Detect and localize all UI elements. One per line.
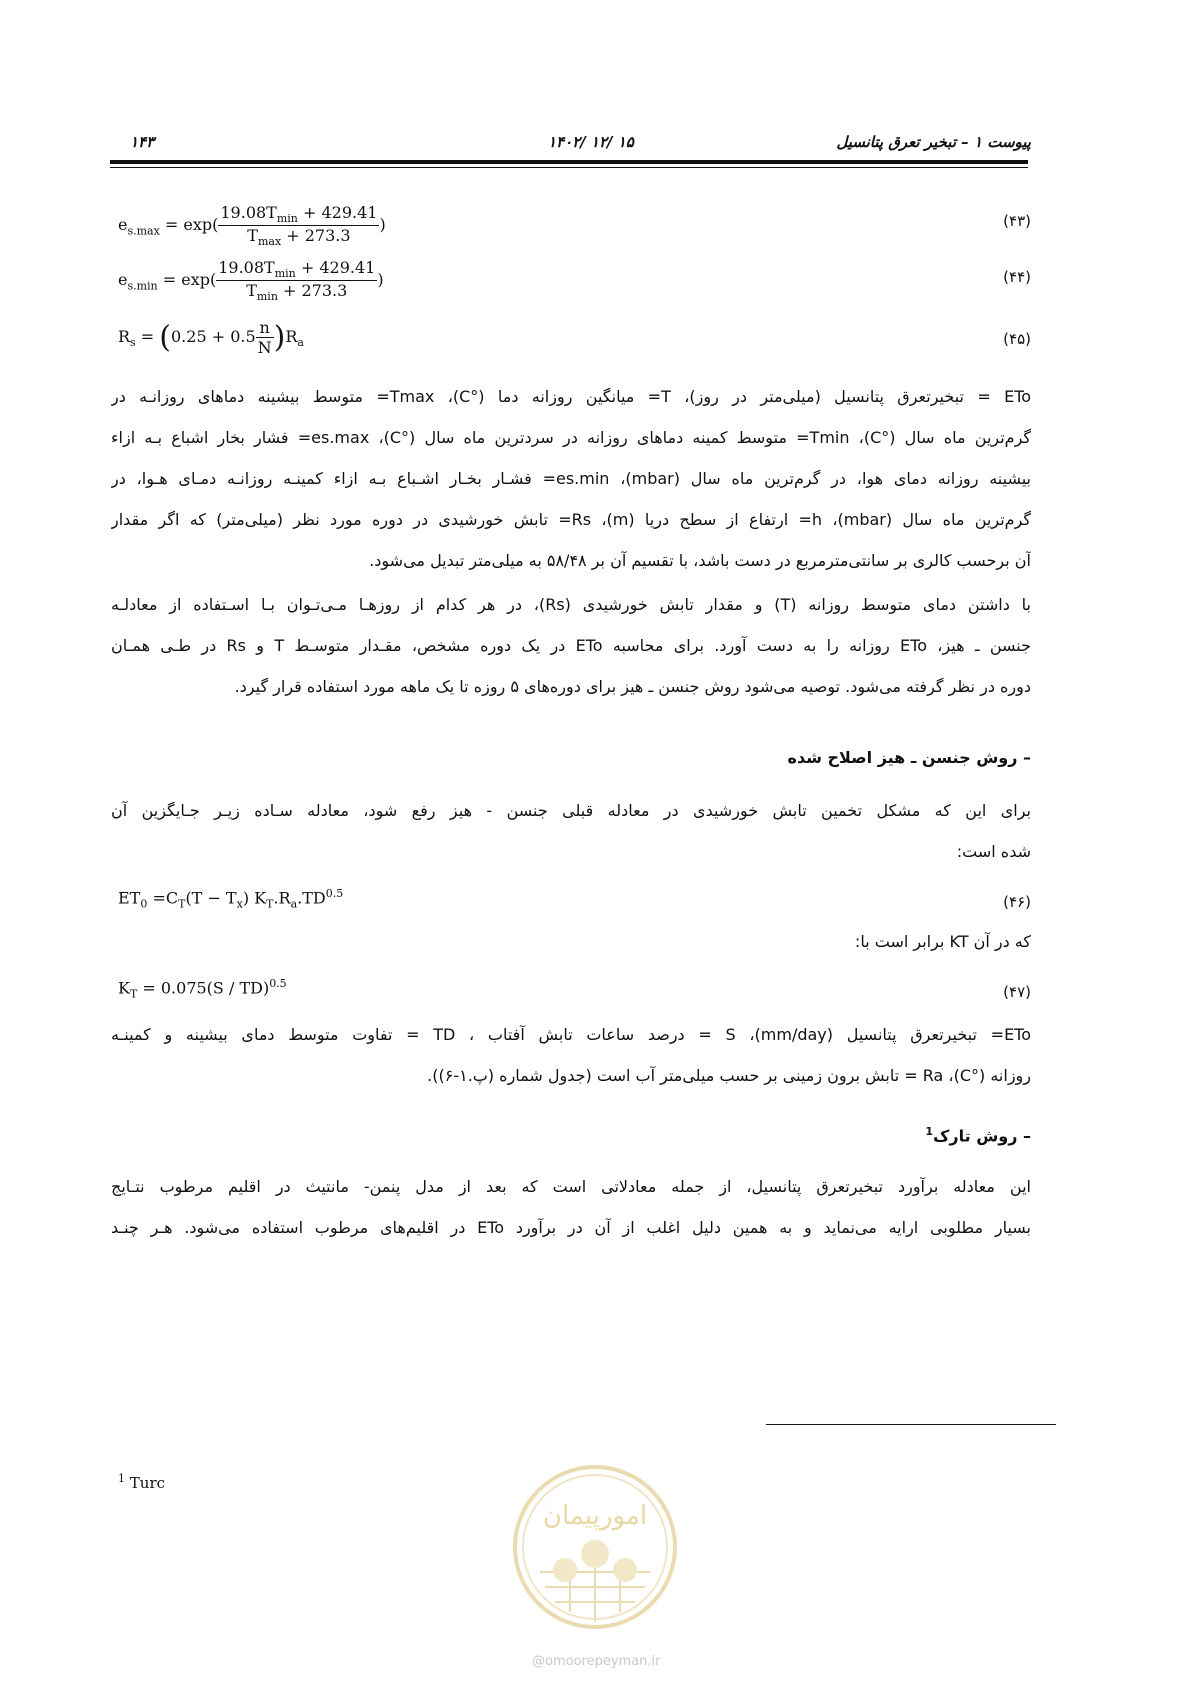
running-header-date: ۱۴۰۲/ ۱۲/ ۱۵ bbox=[548, 133, 634, 151]
text-line: شده است: bbox=[956, 842, 1031, 861]
equation-number-46: (۴۶) bbox=[1003, 893, 1031, 911]
kt-intro-text: که در آن KT برابر است با: bbox=[854, 932, 1031, 951]
text-line: آن برحسب کالری بر سانتی‌مترمربع در دست باشد، با تقسیم آن بر ۵۸/۴۸ به میلی‌متر تبدیل می‌شود. bbox=[369, 551, 1031, 570]
modified-method-paragraph bbox=[111, 790, 1031, 872]
section-heading-modified-jensen-haise: – روش جنسن ـ هیز اصلاح شده bbox=[787, 748, 1031, 767]
text-line: ETo= تبخیرتعرق پتانسیل (mm/day)، S = درصد ساعات تابش آفتاب ، TD = تفاوت متوسط دمای بیشینه و کمینـه bbox=[111, 1025, 1031, 1044]
watermark-site: @omoorepeyman.ir bbox=[532, 1654, 661, 1669]
equation-43: $e_{s.max} = \exp$( $\frac{19.08T_{min} + 429.41}{T_{max} + 273.3}$ ) bbox=[118, 203, 386, 249]
footnote bbox=[118, 1472, 165, 1492]
text-line: گرم‌ترین ماه سال (°C)، Tmin= متوسط کمینه دماهای روزانه در سردترین ماه سال (°C)، es.max= فشار بخار اشباع بـه ازاء bbox=[111, 428, 1031, 447]
jensen-haise-paragraph bbox=[111, 584, 1031, 707]
text-line: بیشینه روزانه دمای هوا، در گرم‌ترین ماه سال (mbar)، es.min= فشـار بخـار اشـباع بـه ازاء کمینـه روزانـه دمـای هـوا، در bbox=[111, 469, 1031, 488]
header-rule-thin bbox=[110, 167, 1028, 168]
svg-text:امورپیمان: امورپیمان bbox=[542, 1501, 648, 1531]
equation-number-47: (۴۷) bbox=[1003, 983, 1031, 1001]
footnote-mark: 1 bbox=[118, 1472, 125, 1485]
text-line: این معادله برآورد تبخیرتعرق پتانسیل، از جمله معادلاتی است که بعد از مدل پنمن- مانتیث در اقلیم مرطوب نتـایج bbox=[111, 1177, 1031, 1196]
text-line: ETo = تبخیرتعرق پتانسیل (میلی‌متر در روز)، T= میانگین روزانه دما (°C)، Tmax= متوسط بیشینه دماهای روزانـه در bbox=[111, 387, 1031, 406]
equation-47: $K_T = 0.075(S / TD)^{0.5}$ bbox=[118, 977, 287, 1001]
text-line: دوره در نظر گرفته می‌شود. توصیه می‌شود روش جنسن ـ هیز برای دوره‌های ۵ روزه تا یک ماهه مورد استفاده قرار گیرد. bbox=[234, 677, 1031, 696]
variables-paragraph bbox=[111, 1014, 1031, 1096]
text-line: با داشتن دمای متوسط روزانه (T) و مقدار تابش خورشیدی (Rs)، در هر کدام از روزهـا مـی‌تـوان بـا اسـتفاده از معادلـه bbox=[111, 595, 1031, 614]
header-rule-thick bbox=[110, 160, 1028, 164]
definitions-paragraph bbox=[111, 376, 1031, 581]
text-line: برای این که مشکل تخمین تابش خورشیدی در معادله قبلی جنسن - هیز رفع شود، معادله سـاده زیـر جـایگزین آن bbox=[111, 801, 1031, 820]
section-heading-turc bbox=[925, 1125, 1031, 1145]
running-header-title: پیوست ۱ – تبخیر تعرق پتانسیل bbox=[836, 133, 1031, 151]
footnote-text: Turc bbox=[129, 1474, 166, 1492]
seal-watermark-logo bbox=[510, 1462, 680, 1637]
footnote-ref: 1 bbox=[925, 1125, 934, 1138]
page-number: ۱۴۳ bbox=[130, 133, 155, 151]
text-line: جنسن ـ هیز، ETo روزانه را به دست آورد. برای محاسبه ETo در یک دوره مشخص، مقـدار متوسـط T و Rs در طـی همـان bbox=[111, 636, 1031, 655]
text-line: بسیار مطلوبی ارایه می‌نماید و به همین دلیل اغلب از آن در برآورد ETo در اقلیم‌های مرطوب استفاده می‌شود. هـر چنـد bbox=[111, 1218, 1031, 1237]
equation-number-45: (۴۵) bbox=[1003, 330, 1031, 348]
equation-number-44: (۴۴) bbox=[1003, 268, 1031, 286]
equation-44: $e_{s.min} = \exp$( $\frac{19.08T_{min} + 429.41}{T_{min} + 273.3}$ ) bbox=[118, 258, 384, 304]
equation-46: $ET_0 =C_T(T - T_x)$ $K_T.R_a.TD^{0.5}$ bbox=[118, 887, 344, 911]
text-line: روزانه (°C)، Ra = تابش برون زمینی بر حسب میلی‌متر آب است (جدول شماره (پ.۱-۶)). bbox=[427, 1066, 1031, 1085]
section-heading-turc-text: – روش تارک bbox=[933, 1126, 1031, 1146]
equation-number-43: (۴۳) bbox=[1003, 212, 1031, 230]
text-line: گرم‌ترین ماه سال (mbar)، h= ارتفاع از سطح دریا (m)، Rs= تابش خورشیدی در دوره مورد نظر (میلی‌متر) که اگر مقدار bbox=[111, 510, 1031, 529]
footnote-rule bbox=[766, 1424, 1056, 1425]
turc-paragraph bbox=[111, 1166, 1031, 1248]
equation-45: $R_s = (0.25 + 0.5$ $\frac{n}{N}$ )$R_a$ bbox=[118, 318, 304, 357]
